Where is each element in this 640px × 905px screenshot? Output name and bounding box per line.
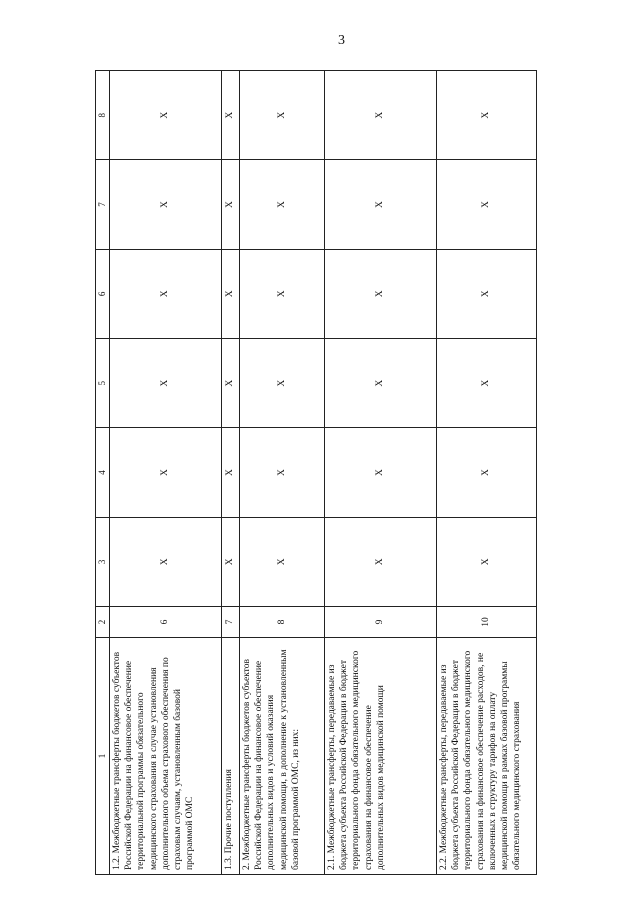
table-row	[222, 71, 240, 875]
column-header: 8	[96, 71, 110, 160]
table-cell: X	[110, 160, 222, 249]
table-cell: X	[437, 339, 537, 428]
table-cell: X	[325, 160, 437, 249]
table-cell: X	[240, 428, 325, 517]
column-header: 6	[96, 249, 110, 338]
column-header: 4	[96, 428, 110, 517]
table-cell: X	[222, 249, 240, 338]
table-cell: X	[437, 249, 537, 338]
row-description: 2.2. Межбюджетные трансферты, передаваемые из бюджета субъекта Российской Федерации в бюджет территориального фонда обязательного медицинского страхования на финансовое обеспечение расходов, не включенных в структуру тарифов на оплату медицинской помощи в рамках базовой программы обязательного медицинского страхования	[437, 638, 537, 875]
table-row	[325, 71, 437, 875]
table-cell: X	[437, 517, 537, 606]
table-cell: X	[325, 339, 437, 428]
rotated-table-container	[95, 70, 535, 875]
table-cell: X	[110, 71, 222, 160]
table-cell: X	[110, 517, 222, 606]
table-cell: X	[240, 160, 325, 249]
row-description: 2.1. Межбюджетные трансферты, передаваемые из бюджета субъекта Российской Федерации в бюджет территориального фонда обязательного медицинского страхования на финансовое обеспечение дополнительных видов медицинской помощи	[325, 638, 437, 875]
column-header: 1	[96, 638, 110, 875]
row-line-code: 7	[222, 607, 240, 638]
table-cell: X	[325, 249, 437, 338]
table-cell: X	[222, 517, 240, 606]
table-cell: X	[110, 339, 222, 428]
table-cell: X	[437, 160, 537, 249]
row-line-code: 8	[240, 607, 325, 638]
table-cell: X	[325, 71, 437, 160]
row-line-code: 9	[325, 607, 437, 638]
row-description: 1.3. Прочие поступления	[222, 638, 240, 875]
table-cell: X	[222, 428, 240, 517]
column-header: 2	[96, 607, 110, 638]
table-cell: X	[437, 428, 537, 517]
financing-table	[95, 70, 537, 875]
table-cell: X	[240, 71, 325, 160]
table-header-row	[96, 71, 110, 875]
table-cell: X	[110, 249, 222, 338]
page-number: 3	[338, 33, 345, 48]
table-cell: X	[222, 339, 240, 428]
table-cell: X	[325, 428, 437, 517]
column-header: 7	[96, 160, 110, 249]
row-line-code: 6	[110, 607, 222, 638]
table-cell: X	[325, 517, 437, 606]
table-cell: X	[110, 428, 222, 517]
table-row	[437, 71, 537, 875]
table-cell: X	[222, 71, 240, 160]
row-line-code: 10	[437, 607, 537, 638]
table-cell: X	[222, 160, 240, 249]
column-header: 3	[96, 517, 110, 606]
table-cell: X	[240, 339, 325, 428]
table-row	[240, 71, 325, 875]
column-header: 5	[96, 339, 110, 428]
table-cell: X	[240, 517, 325, 606]
row-description: 2. Межбюджетные трансферты бюджетов субъектов Российской Федерации на финансовое обеспечение дополнительных видов и условий оказания медицинской помощи, в дополнение к установленным базовой программой ОМС, из них:	[240, 638, 325, 875]
table-row	[110, 71, 222, 875]
table-cell: X	[437, 71, 537, 160]
table-cell: X	[240, 249, 325, 338]
row-description: 1.2. Межбюджетные трансферты бюджетов субъектов Российской Федерации на финансовое обеспечение территориальной программы обязательного медицинского страхования в случае установления дополнительного объема страхового обеспечения по страховым случаям, установленным базовой программой ОМС	[110, 638, 222, 875]
